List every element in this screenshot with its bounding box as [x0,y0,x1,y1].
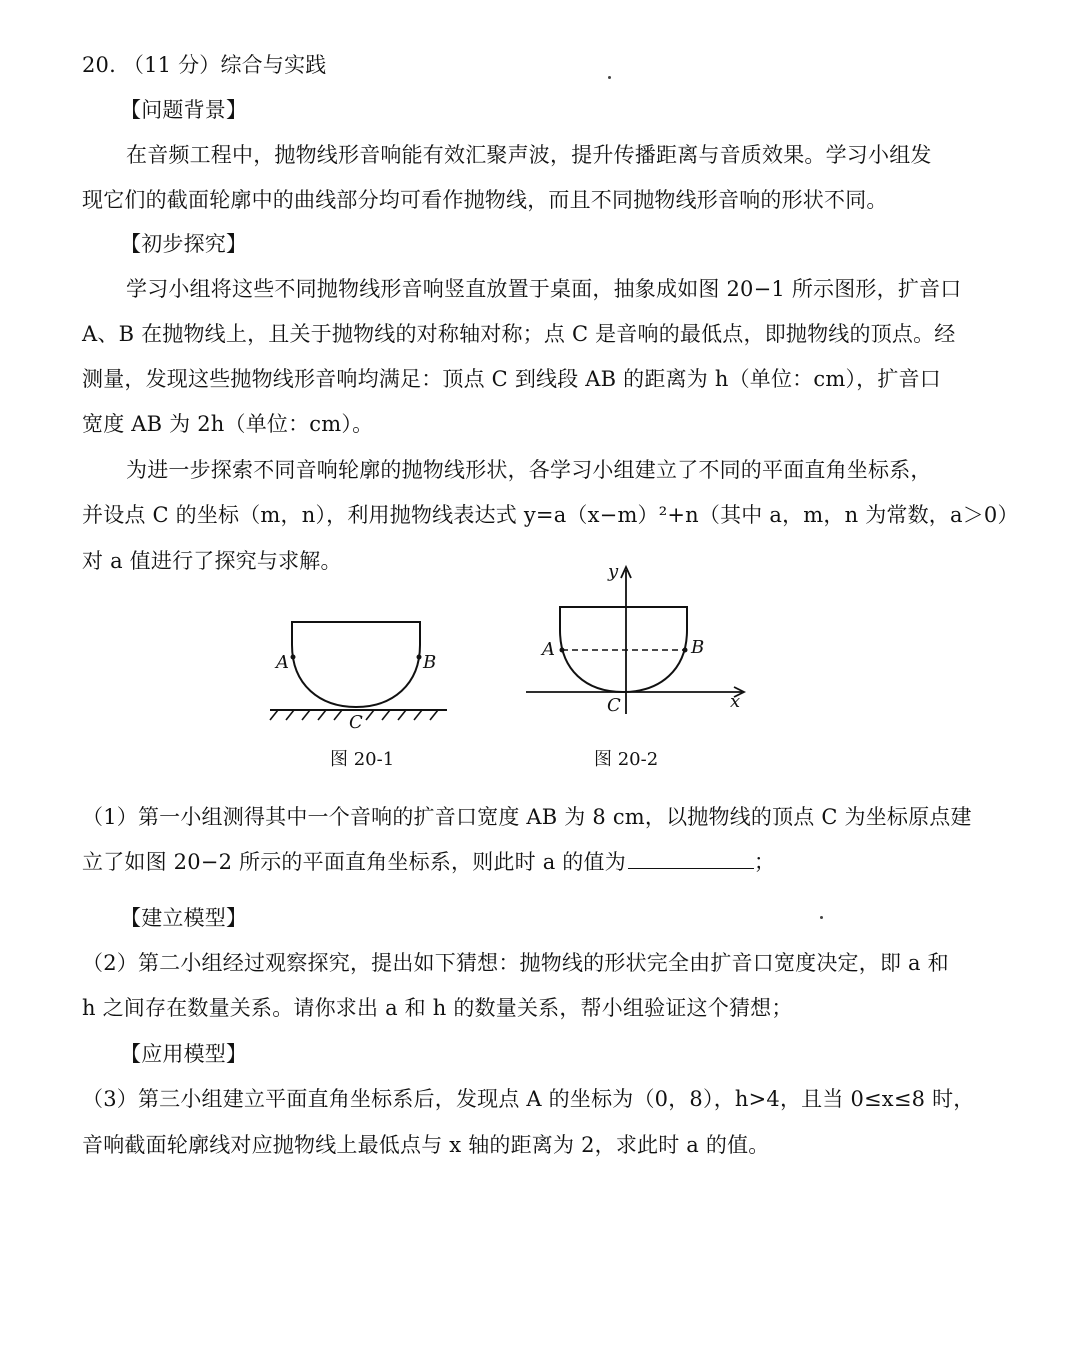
fig1-caption: 图 20-1 [330,749,395,770]
explore-line-4: 宽度 AB 为 2h（单位：cm）。 [82,412,374,436]
point-b-dot-2 [683,648,688,653]
fig2-label-x: x [730,691,741,712]
scan-speck [820,916,823,919]
point-a-dot [291,655,296,660]
figure-20-2-drawing [520,562,760,722]
fig2-caption: 图 20-2 [594,749,659,770]
fig1-label-b: B [423,652,437,673]
q3-line-2: 音响截面轮廓线对应抛物线上最低点与 x 轴的距离为 2，求此时 a 的值。 [82,1133,770,1157]
q1-line-2-wrap [82,847,775,877]
explore2-line-2: 并设点 C 的坐标（m，n），利用抛物线表达式 y=a（x−m）²+n（其中 a，m，n 为常数，a＞0） [82,503,1019,527]
fig1-label-c: C [349,712,363,733]
background-line-1: 在音频工程中，抛物线形音响能有效汇聚声波，提升传播距离与音质效果。学习小组发 [126,143,932,167]
bowl-outline [292,622,420,707]
fig2-label-c: C [607,695,621,716]
q3-line-1: （3）第三小组建立平面直角坐标系后，发现点 A 的坐标为（0，8），h>4，且当 0≤x≤8 时， [82,1087,975,1111]
fig2-label-b: B [691,637,705,658]
q1-line-2: 立了如图 20−2 所示的平面直角坐标系，则此时 a 的值为 [82,850,626,874]
fig1-label-a: A [276,652,289,673]
figure-20-2 [520,562,760,722]
scan-speck [608,76,611,79]
fig2-label-y: y [608,561,619,582]
figure-20-1 [262,605,462,735]
background-line-2: 现它们的截面轮廓中的曲线部分均可看作抛物线，而且不同抛物线形音响的形状不同。 [82,188,888,212]
explore-line-2: A、B 在抛物线上，且关于抛物线的对称轴对称；点 C 是音响的最低点，即抛物线的顶点。经 [82,322,956,346]
section-title-explore: 【初步探究】 [120,232,248,256]
explore2-line-1: 为进一步探索不同音响轮廓的抛物线形状，各学习小组建立了不同的平面直角坐标系， [126,458,932,482]
explore-line-3: 测量，发现这些抛物线形音响均满足：顶点 C 到线段 AB 的距离为 h（单位：cm），扩音口 [82,367,941,391]
section-title-background: 【问题背景】 [120,98,248,122]
section-title-model: 【建立模型】 [120,906,248,930]
answer-blank[interactable] [628,848,754,869]
point-a-dot-2 [560,648,565,653]
problem-header: 20. （11 分）综合与实践 [82,53,327,77]
q1-line-1: （1）第一小组测得其中一个音响的扩音口宽度 AB 为 8 cm，以抛物线的顶点 C 为坐标原点建 [82,805,972,829]
fig2-label-a: A [542,639,555,660]
explore-line-1: 学习小组将这些不同抛物线形音响竖直放置于桌面，抽象成如图 20−1 所示图形，扩音口 [126,277,962,301]
point-b-dot [417,655,422,660]
q2-line-1: （2）第二小组经过观察探究，提出如下猜想：抛物线的形状完全由扩音口宽度决定，即 a 和 [82,951,949,975]
q2-line-2: h 之间存在数量关系。请你求出 a 和 h 的数量关系，帮小组验证这个猜想； [82,996,793,1020]
explore2-line-3: 对 a 值进行了探究与求解。 [82,549,342,573]
q1-line-2-end: ； [753,850,776,874]
section-title-apply: 【应用模型】 [120,1042,248,1066]
